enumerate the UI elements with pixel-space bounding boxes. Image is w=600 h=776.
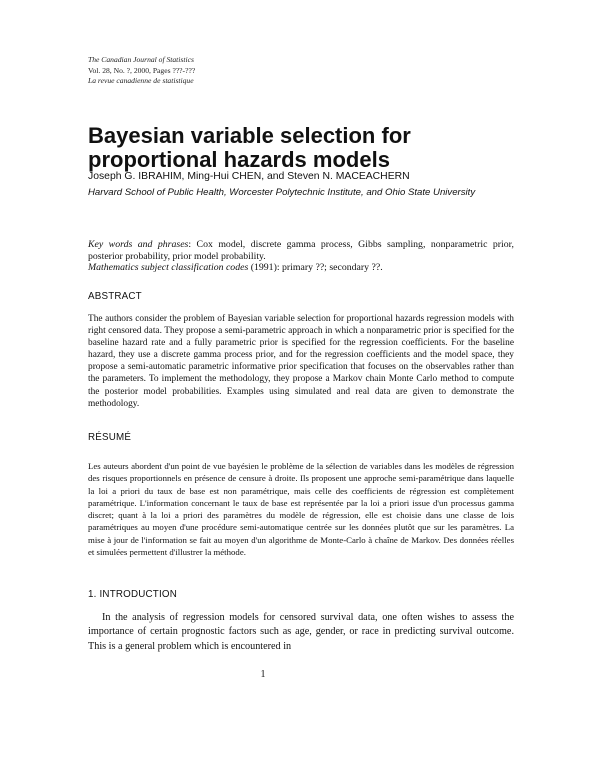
author-list: Joseph G. IBRAHIM, Ming-Hui CHEN, and Steven N. MACEACHERN: [88, 171, 410, 182]
page-number: 1: [260, 669, 266, 680]
introduction-text: In the analysis of regression models for censored survival data, one often wishes to assess the importance of certain prognostic factors such as age, gender, or race in predicting survival outcome. This is a general problem which is encountered in: [88, 612, 514, 652]
keywords-label: Key words and phrases: [88, 239, 189, 250]
resume-text: Les auteurs abordent d'un point de vue bayésien le problème de la sélection de variables dans les modèles de régression des risques proportionnels en présence de censure à droite. Ils proposent une approche semi-paramétrique dans laquelle la loi a priori du taux de base est non paramétrique, mais celle des coefficients de régression est complètement paramétrique. L'information concernant le taux de base est représentée par la loi a priori issue d'un processus gamma discret; quant à la loi a priori des paramètres du modèle de régression, elle est choisie dans une classe de lois paramétriques au moyen d'une procédure semi-automatique centrée sur les données plutôt que sur les paramètres. La mise à jour de l'information se fait au moyen d'un algorithme de Monte-Carlo à chaîne de Markov. Des données réelles et simulées permettent d'illustrer la méthode.: [88, 461, 514, 558]
journal-name: The Canadian Journal of Statistics: [88, 55, 194, 64]
keywords-text: : Cox model, discrete gamma process, Gibbs sampling, nonparametric prior, posterior probability, prior model probability.: [88, 239, 514, 262]
msc-text: (1991): primary ??; secondary ??.: [248, 262, 383, 274]
paper-title: Bayesian variable selection for proportional hazards models: [88, 123, 411, 172]
abstract-text: The authors consider the problem of Bayesian variable selection for proportional hazards regression models with right censored data. They propose a semi-parametric approach in which a nonparametric prior is specified for the baseline hazard rate and a fully parametric prior is specified for the regression coefficients. For the baseline hazard, they use a discrete gamma process prior, and for the regression coefficients and the model space, they propose a semi-automatic parametric informative prior specification that focuses on the observables rather than the parameters. To implement the methodology, they propose a Markov chain Monte Carlo method to compute the posterior model probabilities. Examples using simulated and real data are given to demonstrate the methodology.: [88, 314, 514, 409]
journal-volume-line: Vol. 28, No. ?, 2000, Pages ???-???: [88, 65, 196, 75]
msc-label: Mathematics subject classification codes: [88, 262, 249, 274]
introduction-heading: 1. INTRODUCTION: [88, 589, 177, 600]
journal-header: [88, 55, 195, 87]
abstract-heading: ABSTRACT: [88, 291, 142, 302]
keywords-block: [88, 239, 514, 274]
resume-heading: RÉSUMÉ: [88, 432, 132, 443]
journal-french-name: La revue canadienne de statistique: [88, 76, 194, 86]
affiliation: Harvard School of Public Health, Worcester Polytechnic Institute, and Ohio State University: [88, 187, 476, 198]
